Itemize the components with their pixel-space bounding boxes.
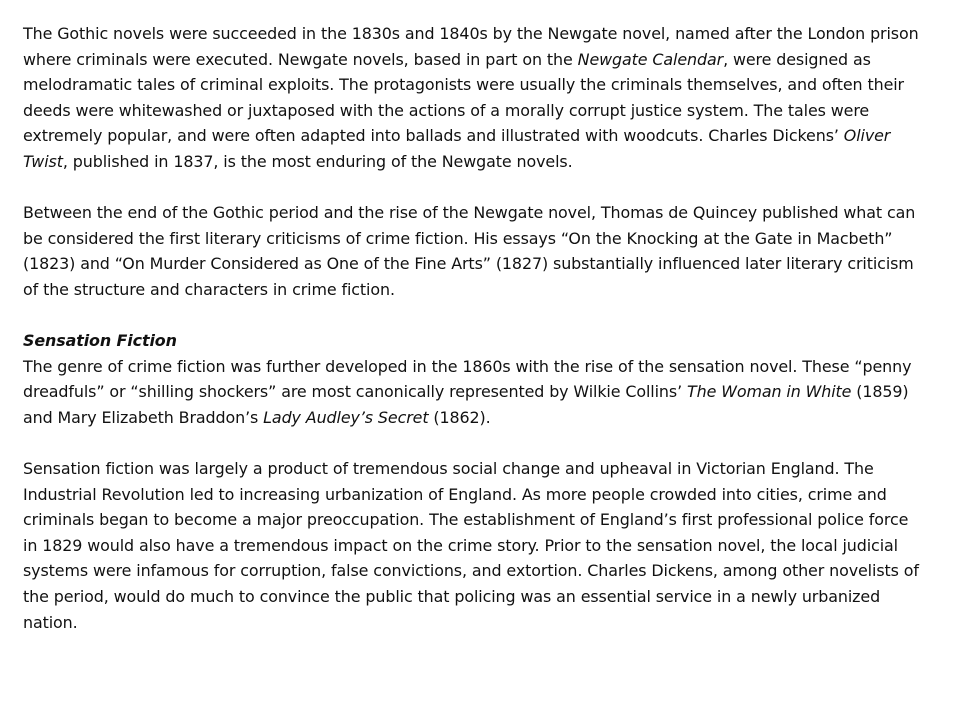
- italic-title-text: Oliver Twist: [23, 126, 891, 171]
- paragraph-text: The Gothic novels were succeeded in the 1830s and 1840s by the Newgate novel, named after the London prison where criminals were executed. Newgate novels, based in part on the: [23, 24, 919, 69]
- document-body: [23, 21, 923, 661]
- paragraph-text: The genre of crime fiction was further developed in the 1860s with the rise of the sensation novel. These “penny dreadfuls” or “shilling shockers” are most canonically represented by Wilkie Collins’: [23, 356, 912, 402]
- paragraph-sensation-novel: [23, 354, 923, 431]
- paragraph-text: (1859) and Mary Elizabeth Braddon’s: [23, 382, 909, 427]
- paragraph-newgate-novel: [23, 21, 923, 175]
- paragraph-text: Between the end of the Gothic period and the rise of the Newgate novel, Thomas de Quincey published what can be considered the first literary criticisms of crime fiction. His essays “On the Knocking at the Gate in Macbeth” (1823) and “On Murder Considered as One of the Fine Arts” (1827) substantially influenced later literary criticism of the structure and characters in crime fiction.: [23, 203, 916, 299]
- italic-title-text: Newgate Calendar: [577, 49, 724, 69]
- paragraph-de-quincey: [23, 200, 923, 302]
- paragraph-victorian-change: [23, 456, 923, 635]
- paragraph-text: Sensation fiction was largely a product of tremendous social change and upheaval in Victorian England. The Industrial Revolution led to increasing urbanization of England. As more people crowded into cities, crime and criminals began to become a major preoccupation. The establishment of England’s first professional police force in 1829 would also have a tremendous impact on the crime story. Prior to the sensation novel, the local judicial systems were infamous for corruption, false convictions, and extortion. Charles Dickens, among other novelists of the period, would do much to convince the public that policing was an essential service in a newly urbanized nation.: [23, 459, 919, 632]
- italic-title-text: Lady Audley’s Secret: [263, 407, 429, 427]
- paragraph-text: , published in 1837, is the most enduring of the Newgate novels.: [62, 151, 573, 171]
- italic-title-text: The Woman in White: [687, 382, 852, 402]
- section-heading-sensation-fiction: Sensation Fiction: [23, 331, 177, 351]
- paragraph-text: (1862).: [428, 407, 491, 427]
- paragraph-text: , were designed as melodramatic tales of criminal exploits. The protagonists were usually the criminals themselves, and often their deeds were whitewashed or juxtaposed with the actions of a morally corrupt justice system. The tales were extremely popular, and were often adapted into ballads and illustrated with woodcuts. Charles Dickens’: [23, 49, 904, 146]
